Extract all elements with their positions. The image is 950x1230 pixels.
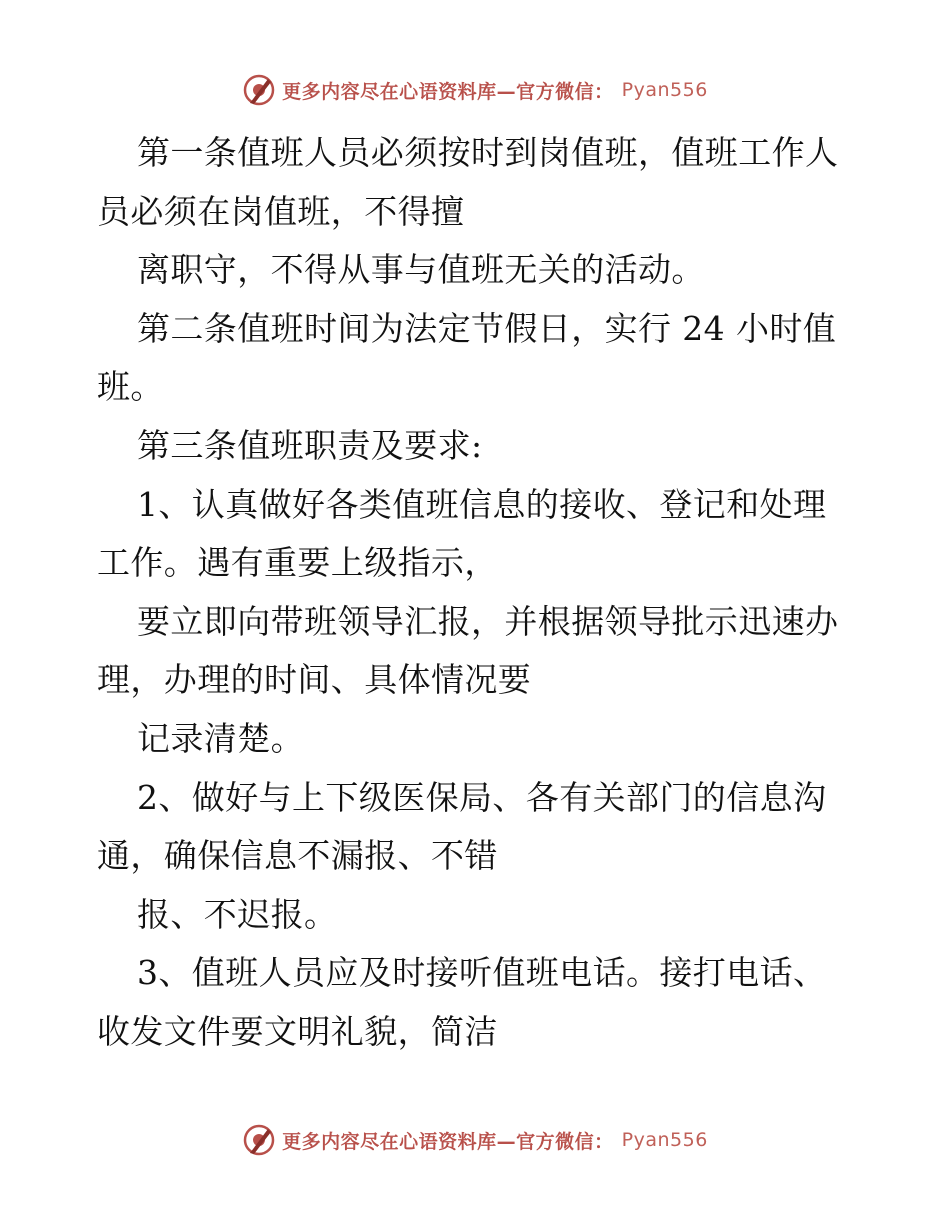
text-line: 离职守，不得从事与值班无关的活动。: [137, 250, 705, 290]
text-line: 通，确保信息不漏报、不错: [97, 836, 498, 876]
footer-watermark: [0, 1120, 950, 1160]
text-line: 收发文件要文明礼貌，简洁: [97, 1011, 498, 1051]
quill-logo-icon: [242, 73, 276, 107]
quill-logo-icon: [242, 1123, 276, 1157]
header-watermark: [0, 70, 950, 110]
text-line: 3、值班人员应及时接听值班电话。接打电话、: [137, 953, 827, 993]
watermark-id: Pyan556: [621, 79, 708, 101]
text-line: 工作。遇有重要上级指示，: [97, 543, 498, 583]
text-line: 员必须在岗值班，不得擅: [97, 191, 465, 231]
watermark-text: 更多内容尽在心语资料库—官方微信：: [282, 80, 614, 103]
document-body: [97, 124, 857, 1062]
text-line: 第二条值班时间为法定节假日，实行 24 小时值: [137, 308, 837, 348]
text-line: 第一条值班人员必须按时到岗值班，值班工作人: [137, 133, 839, 172]
text-line: 要立即向带班领导汇报，并根据领导批示迅速办: [137, 601, 839, 641]
text-line: 2、做好与上下级医保局、各有关部门的信息沟: [137, 777, 827, 817]
text-line: 班。: [97, 367, 164, 407]
watermark-text: 更多内容尽在心语资料库—官方微信：: [282, 1130, 614, 1153]
text-line: 1、认真做好各类值班信息的接收、登记和处理: [137, 484, 827, 524]
text-line: 理，办理的时间、具体情况要: [97, 660, 532, 700]
text-line: 报、不迟报。: [137, 894, 338, 934]
text-line: 第三条值班职责及要求:: [137, 425, 483, 465]
text-line: 记录清楚。: [137, 718, 304, 758]
watermark-id: Pyan556: [621, 1129, 708, 1151]
